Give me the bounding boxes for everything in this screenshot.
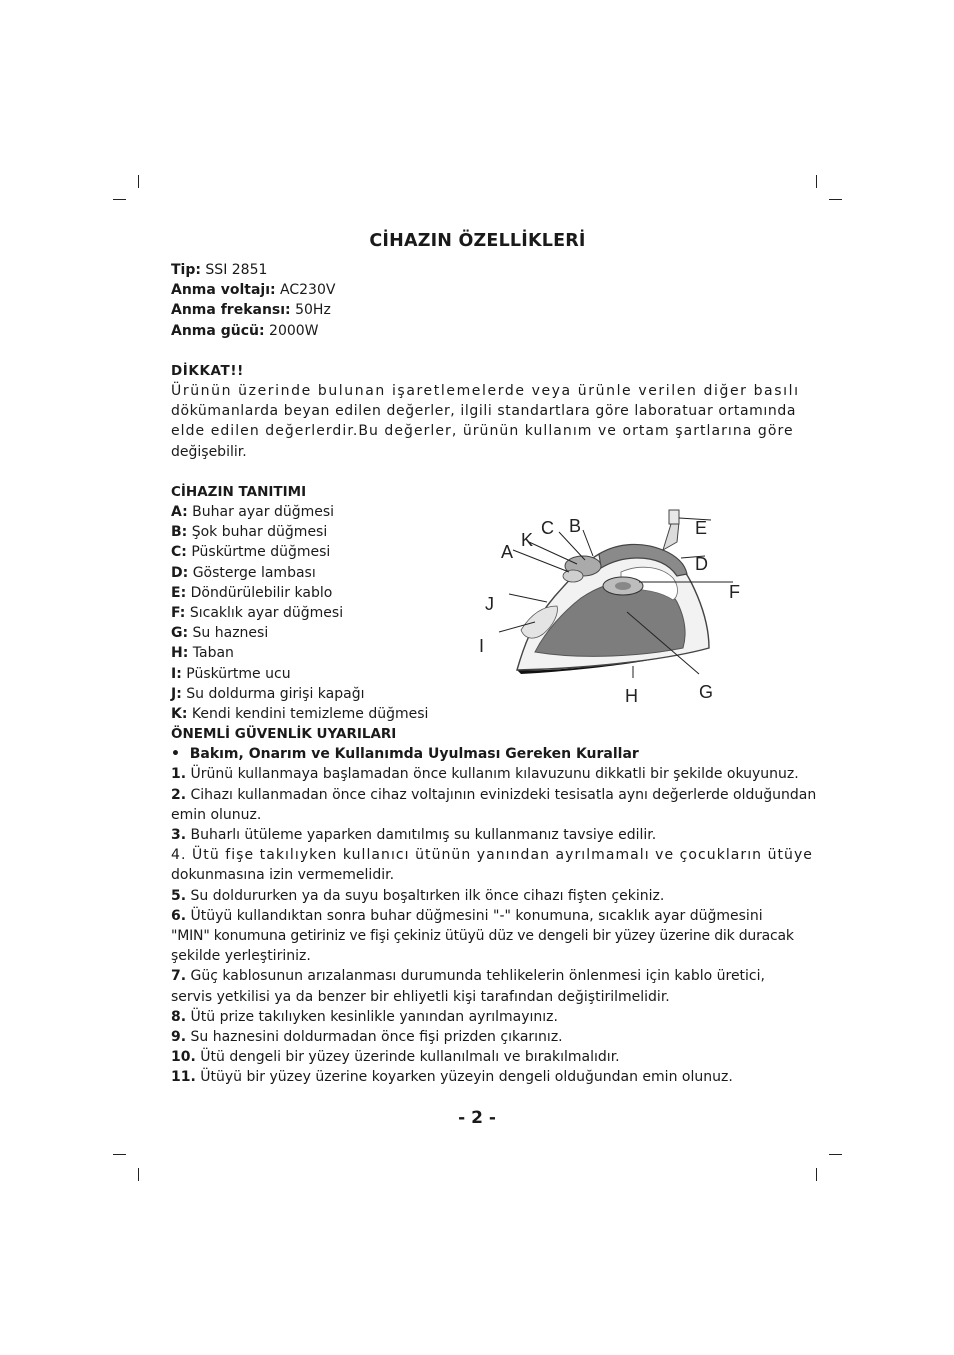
figure-label-f: F (729, 582, 740, 603)
rule-7-cont: servis yetkilisi ya da benzer bir ehliyetli kişi tarafından değiştirilmelidir. (171, 988, 670, 1005)
parts-heading: CİHAZIN TANITIMI (171, 483, 307, 500)
safety-heading: ÖNEMLİ GÜVENLİK UYARILARI (171, 726, 397, 743)
temperature-dial-center (615, 582, 631, 590)
crop-mark-bottom-right-v (816, 1168, 817, 1181)
warning-section (171, 361, 800, 462)
cord-shape (663, 522, 679, 550)
rule-2-cont: emin olunuz. (171, 806, 262, 823)
crop-mark-top-right-h (829, 199, 842, 200)
leader-line-k (529, 542, 577, 564)
crop-mark-bottom-left-v (138, 1168, 139, 1181)
rule-7: 7. Güç kablosunun arızalanması durumunda tehlikelerin önlenmesi için kablo üretici, (171, 968, 765, 985)
rule-5: 5. Su doldururken ya da suyu boşaltırken ilk önce cihazı fişten çekiniz. (171, 887, 665, 904)
spec-voltage: Anma voltajı: AC230V (171, 282, 336, 299)
spec-type: Tip: SSI 2851 (171, 262, 268, 278)
part-item-j: J: Su doldurma girişi kapağı (171, 685, 365, 702)
page-number: - 2 - (458, 1108, 496, 1128)
spec-power: Anma gücü: 2000W (171, 322, 319, 339)
crop-mark-top-left-h (113, 199, 126, 200)
rule-6: 6. Ütüyü kullandıktan sonra buhar düğmesini "-" konumuna, sıcaklık ayar düğmesini (171, 907, 763, 924)
part-item-d: D: Gösterge lambası (171, 564, 316, 581)
safety-section (171, 724, 817, 1088)
page-title: CİHAZIN ÖZELLİKLERİ (369, 231, 586, 251)
part-item-b: B: Şok buhar düğmesi (171, 524, 328, 541)
crop-mark-top-left-v (138, 175, 139, 188)
part-item-h: H: Taban (171, 645, 234, 662)
iron-diagram (473, 502, 753, 712)
rule-3: 3. Buharlı ütüleme yaparken damıtılmış su kullanmanız tavsiye edilir. (171, 827, 657, 844)
leader-line-c (559, 532, 585, 560)
figure-label-c: C (541, 518, 554, 539)
crop-mark-bottom-left-h (113, 1154, 126, 1155)
steam-dial-shape (563, 570, 583, 582)
parts-list (171, 502, 471, 724)
leader-line-j (509, 594, 547, 602)
figure-label-h: H (625, 686, 638, 707)
figure-label-g: G (699, 682, 714, 703)
figure-label-k: K (521, 530, 534, 551)
spec-frequency: Anma frekansı: 50Hz (171, 302, 331, 319)
part-item-c: C: Püskürtme düğmesi (171, 544, 331, 561)
rule-6-cont: şekilde yerleştiriniz. (171, 948, 311, 965)
part-item-f: F: Sıcaklık ayar düğmesi (171, 605, 344, 622)
rule-9: 9. Su haznesini doldurmadan önce fişi prizden çıkarınız. (171, 1029, 563, 1046)
figure-label-e: E (695, 518, 708, 539)
crop-mark-bottom-right-h (829, 1154, 842, 1155)
spec-list (171, 260, 784, 341)
parts-section (171, 502, 784, 724)
part-item-a: A: Buhar ayar düğmesi (171, 504, 335, 521)
part-item-i: I: Püskürtme ucu (171, 665, 291, 682)
safety-subheading: • Bakım, Onarım ve Kullanımda Uyulması Gereken Kurallar (171, 746, 639, 763)
cord-end-shape (669, 510, 679, 524)
warning-line: elde edilen değerlerdir.Bu değerler, ürünün kullanım ve ortam şartlarına göre (171, 423, 794, 440)
rule-2: 2. Cihazı kullanmadan önce cihaz voltajının evinizdeki tesisatla aynı değerlerde olduğundan (171, 786, 817, 803)
warning-heading: DİKKAT!! (171, 362, 244, 379)
rule-10: 10. Ütü dengeli bir yüzey üzerinde kullanılmalı ve bırakılmalıdır. (171, 1049, 620, 1066)
warning-line: Ürünün üzerinde bulunan işaretlemelerde veya ürünle verilen diğer basılı (171, 383, 800, 400)
rule-4-cont: dokunmasına izin vermemelidir. (171, 867, 395, 884)
rule-6-cont: "MIN" konumuna getiriniz ve fişi çekiniz ütüyü düz ve dengeli bir yüzey üzerine dik duracak (171, 928, 794, 945)
rule-1: 1. Ürünü kullanmaya başlamadan önce kullanım kılavuzunu dikkatli bir şekilde okuyunuz. (171, 766, 799, 783)
part-item-e: E: Döndürülebilir kablo (171, 584, 333, 601)
rule-11: 11. Ütüyü bir yüzey üzerine koyarken yüzeyin dengeli olduğundan emin olunuz. (171, 1069, 733, 1086)
figure-label-i: I (479, 636, 485, 657)
part-item-g: G: Su haznesi (171, 625, 269, 642)
leader-line-b (583, 530, 593, 556)
rule-8: 8. Ütü prize takılıyken kesinlikle yanından ayrılmayınız. (171, 1008, 558, 1025)
figure-label-a: A (501, 542, 514, 563)
figure-label-b: B (569, 516, 582, 537)
warning-line: değişebilir. (171, 443, 247, 460)
rule-4: 4. Ütü fişe takılıyken kullanıcı ütünün yanından ayrılmamalı ve çocukların ütüye (171, 847, 813, 864)
crop-mark-top-right-v (816, 175, 817, 188)
warning-line: dökümanlarda beyan edilen değerler, ilgili standartlara göre laboratuar ortamında (171, 403, 797, 420)
leader-line-a (513, 550, 569, 572)
page-content (171, 226, 817, 1088)
figure-label-d: D (695, 554, 708, 575)
part-item-k: K: Kendi kendini temizleme düğmesi (171, 706, 429, 723)
figure-label-j: J (485, 594, 494, 615)
